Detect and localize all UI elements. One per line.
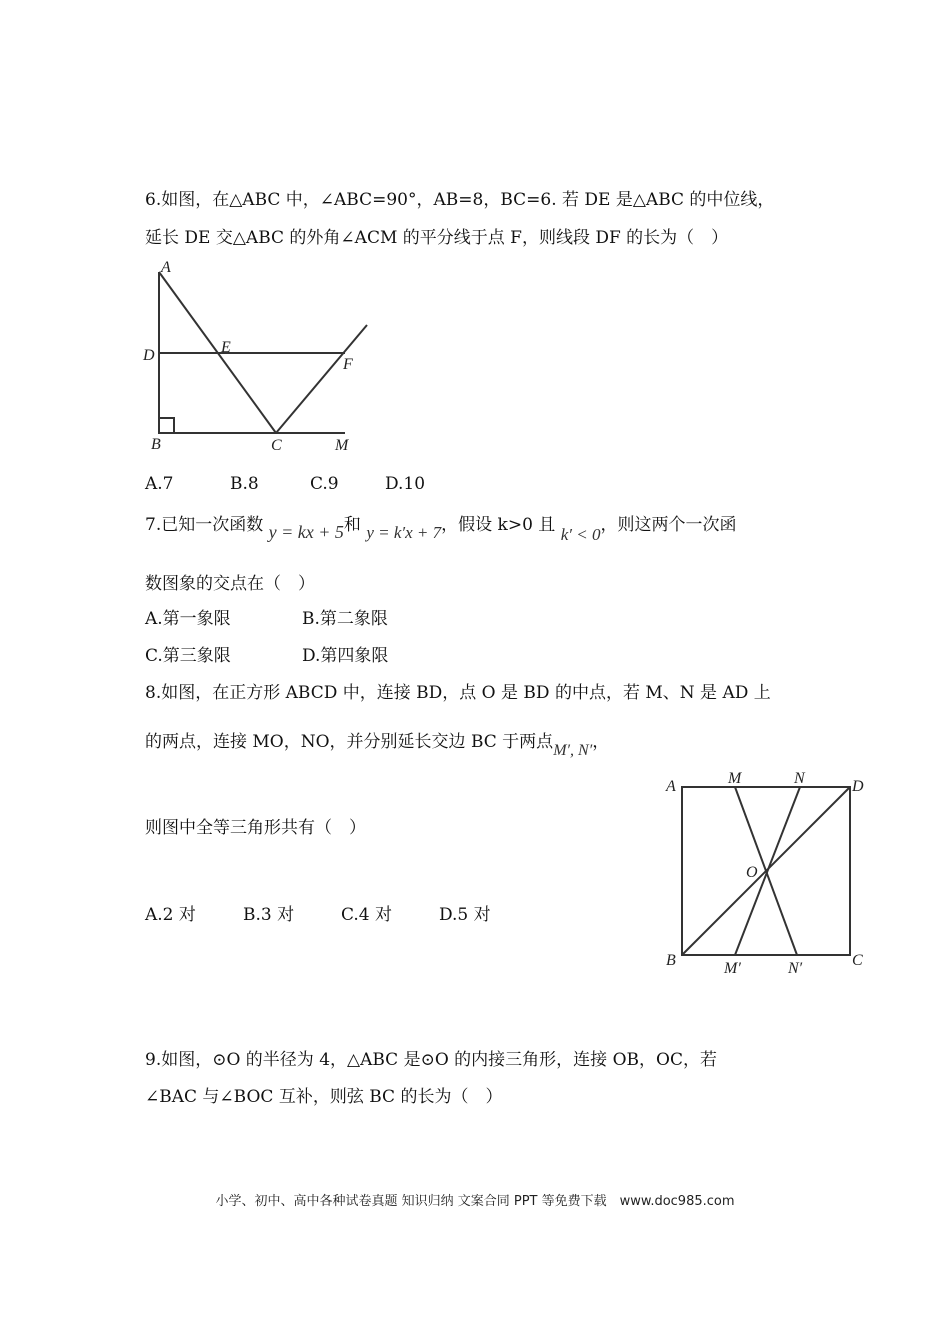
- page-footer: 小学、初中、高中各种试卷真题 知识归纳 文案合同 PPT 等免费下载 www.doc985.com: [215, 1194, 735, 1209]
- q6-option-c: C.9: [310, 474, 339, 494]
- q8-label-M: M: [728, 770, 742, 787]
- q8-text-line1: 8.如图，在正方形 ABCD 中，连接 BD，点 O 是 BD 的中点，若 M、N 是 AD 上: [145, 683, 771, 703]
- q8-option-b: B.3 对: [243, 905, 295, 925]
- q8-options: [145, 903, 491, 927]
- q7-option-b: B.第二象限: [302, 609, 388, 629]
- q6-label-D: D: [143, 347, 155, 364]
- q8-text-line2: [145, 730, 610, 759]
- q7-options-row2: [145, 644, 388, 668]
- q7-equation-2: y = k′x + 7: [366, 523, 442, 542]
- q6-label-C: C: [271, 437, 282, 454]
- q8-label-A: A: [666, 778, 676, 795]
- q7-option-d: D.第四象限: [302, 646, 389, 666]
- q8-label-M-prime: M′: [724, 960, 741, 977]
- q8-line2-end: ，: [592, 732, 610, 752]
- q9-text-line2: ∠BAC 与∠BOC 互补，则弦 BC 的长为（ ）: [145, 1087, 503, 1107]
- q7-equation-1: y = kx + 5: [268, 522, 344, 542]
- q8-option-a: A.2 对: [145, 905, 196, 925]
- q6-label-E: E: [221, 339, 231, 356]
- q7-suffix: ，则这两个一次函: [600, 515, 737, 535]
- q7-text-line1: [145, 512, 737, 544]
- q6-option-d: D.10: [385, 474, 426, 494]
- q8-label-C: C: [852, 952, 863, 969]
- q7-option-a: A.第一象限: [145, 609, 231, 629]
- q6-label-A: A: [161, 259, 171, 276]
- q6-text-line1: 6.如图，在△ABC 中，∠ABC=90°，AB=8，BC=6. 若 DE 是△ABC 的中位线，: [145, 190, 775, 210]
- q8-line2-math: M′, N′: [553, 742, 593, 759]
- q7-prefix: 7.已知一次函数: [145, 515, 264, 535]
- q8-option-c: C.4 对: [341, 905, 393, 925]
- q8-label-N-prime: N′: [788, 960, 803, 977]
- q6-label-M: M: [335, 437, 349, 454]
- q6-text-line2: 延长 DE 交△ABC 的外角∠ACM 的平分线于点 F，则线段 DF 的长为（ ）: [145, 228, 729, 248]
- q7-option-c: C.第三象限: [145, 646, 231, 666]
- q8-label-O: O: [746, 864, 758, 881]
- q8-text-line3: 则图中全等三角形共有（ ）: [145, 818, 366, 838]
- q6-option-b: B.8: [230, 474, 259, 494]
- q7-and: 和: [343, 515, 361, 535]
- q8-option-d: D.5 对: [439, 905, 491, 925]
- q7-options-row1: [145, 607, 388, 631]
- q6-options: [145, 472, 425, 496]
- q8-label-D: D: [852, 778, 864, 795]
- q7-condition: k′ < 0: [560, 525, 601, 544]
- q6-label-B: B: [151, 436, 161, 453]
- q8-label-N: N: [794, 770, 805, 787]
- q6-label-F: F: [343, 356, 353, 373]
- q6-option-a: A.7: [145, 474, 174, 494]
- q7-mid: ，假设 k>0 且: [441, 515, 556, 535]
- q6-figure: [135, 255, 385, 460]
- q7-text-line2: 数图象的交点在（ ）: [145, 574, 315, 594]
- q8-figure: [660, 765, 875, 985]
- q8-label-B: B: [666, 952, 676, 969]
- q9-text-line1: 9.如图，⊙O 的半径为 4，△ABC 是⊙O 的内接三角形，连接 OB，OC，若: [145, 1050, 717, 1070]
- q8-line2-text: 的两点，连接 MO，NO，并分别延长交边 BC 于两点: [145, 732, 554, 752]
